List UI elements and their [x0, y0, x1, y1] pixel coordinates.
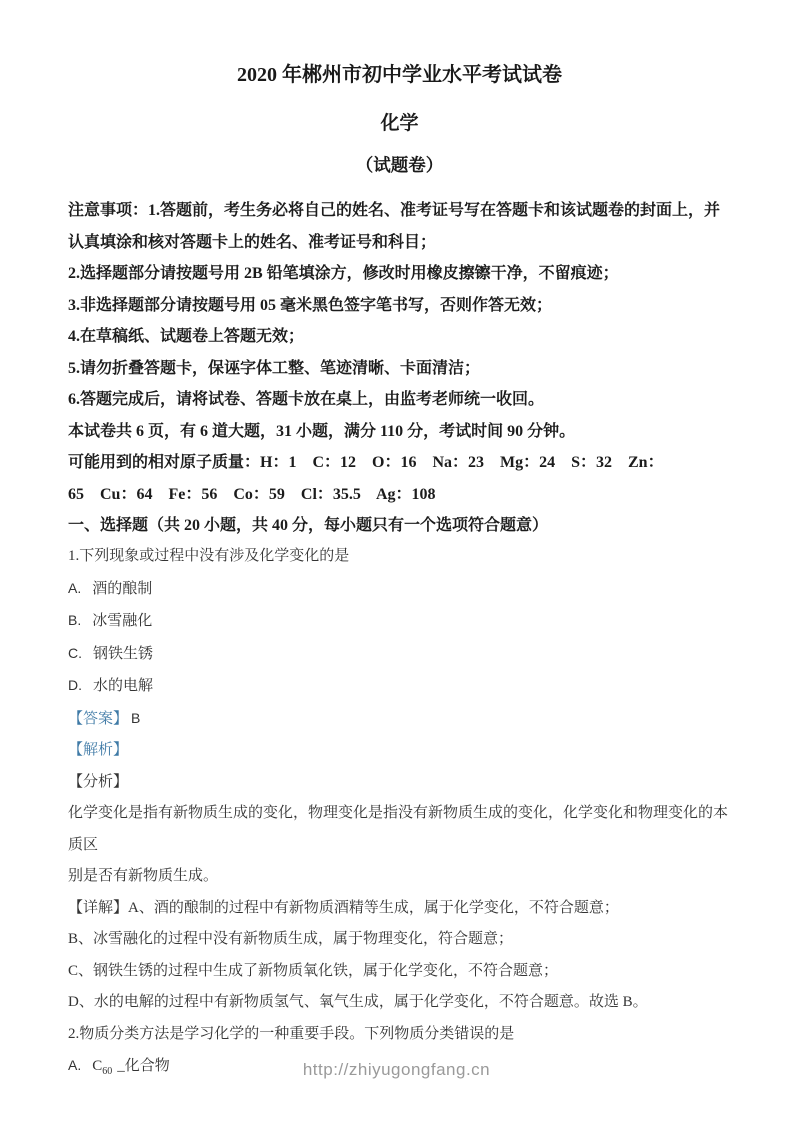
option-text: 酒的酿制: [92, 580, 153, 597]
q1-option-a: [68, 573, 731, 606]
option-text: 水的电解: [93, 678, 154, 694]
paper-subject: 化学: [380, 113, 419, 134]
q2-stem: 2.物质分类方法是学习化学的一种重要手段。下列物质分类错误的是: [68, 1025, 515, 1042]
notice-section: [68, 195, 731, 510]
q1-detail-line-c: C、钢铁生锈的过程中生成了新物质氧化铁，属于化学变化，不符合题意；: [68, 962, 559, 979]
explain-label: 【解析】: [68, 742, 129, 758]
q1-analysis-label-line: [68, 767, 731, 799]
paper-title: 2020 年郴州市初中学业水平考试试卷: [237, 64, 562, 86]
q1-detail-line-d: D、水的电解的过程中有新物质氢气、氧气生成，属于化学变化，不符合题意。故选 B。: [68, 994, 648, 1010]
q1-answer-line: [68, 703, 731, 736]
q1-stem: 1.下列现象或过程中没有涉及化学变化的是: [68, 548, 350, 564]
option-letter: B.: [68, 612, 82, 628]
option-text: 化合物: [124, 1058, 170, 1074]
section-heading: 一、选择题（共 20 小题，共 40 分，每小题只有一个选项符合题意）: [68, 517, 549, 534]
analysis-label: 【分析】: [68, 773, 129, 790]
q1-analysis-line-2: 别是否有新物质生成。: [68, 868, 219, 884]
atomic-mass-line-1: 可能用到的相对原子质量：H：1 C：12 O：16 Na：23 Mg：24 S：32 Zn：: [68, 454, 664, 471]
option-text: 冰雪融化: [92, 613, 153, 629]
q1-detail-line-b: B、冰雪融化的过程中没有新物质生成，属于物理变化，符合题意；: [68, 931, 514, 947]
option-text: 钢铁生锈: [93, 645, 154, 662]
notice-line-1b: 认真填涂和核对答题卡上的姓名、准考证号和科目；: [68, 233, 437, 251]
atomic-mass-line-2: 65 Cu：64 Fe：56 Co：59 Cl：35.5 Ag：108: [68, 485, 436, 503]
answer-value: B: [131, 709, 141, 726]
q1-explain-line: [68, 735, 731, 767]
notice-line-4: 4.在草稿纸、试题卷上答题无效；: [68, 328, 305, 345]
detail-text: A、酒的酿制的过程中有新物质酒精等生成，属于化学变化，不符合题意；: [128, 899, 619, 916]
q1-option-d: [68, 670, 731, 703]
q1-detail-line-a: [68, 893, 731, 925]
notice-line-3: 3.非选择题部分请按题号用 05 毫米黑色签字笔书写，否则作答无效；: [68, 296, 553, 314]
notice-line-1: 注意事项：1.答题前，考生务必将自己的姓名、准考证号写在答题卡和该试题卷的封面上，并: [68, 202, 721, 219]
formula-c60: $C_{60}$: [92, 1058, 113, 1077]
notice-line-5: 5.请勿折叠答题卡，保诬字体工整、笔迹清晰、卡面清洁；: [68, 359, 481, 377]
paper-type-label: （试题卷）: [355, 155, 444, 175]
option-letter: A.: [68, 579, 82, 596]
detail-label: 【详解】: [68, 899, 129, 916]
option-letter: A.: [68, 1057, 82, 1073]
footer-url: http://zhiyugongfang.cn: [302, 1060, 491, 1079]
notice-line-2: 2.选择题部分请按题号用 2B 铅笔填涂方，修改时用橡皮擦镲干净，不留痕迹；: [68, 265, 619, 282]
question-1: [68, 541, 731, 1019]
notice-line-6: 6.答题完成后，请将试卷、答题卡放在桌上，由监考老师统一收回。: [68, 391, 545, 408]
page-footer: [0, 1060, 793, 1080]
q1-analysis-line-1: 化学变化是指有新物质生成的变化，物理变化是指没有新物质生成的变化，化学变化和物理变化的本质区: [68, 805, 729, 853]
paper-structure-line: 本试卷共 6 页，有 6 道大题，31 小题，满分 110 分，考试时间 90 分钟。: [68, 422, 576, 440]
option-letter: D.: [68, 677, 82, 693]
q1-option-b: [68, 605, 731, 638]
option-letter: C.: [68, 644, 82, 661]
q1-option-c: [68, 638, 731, 671]
answer-label: 【答案】: [68, 710, 129, 727]
blank-underscore: _: [117, 1058, 125, 1074]
